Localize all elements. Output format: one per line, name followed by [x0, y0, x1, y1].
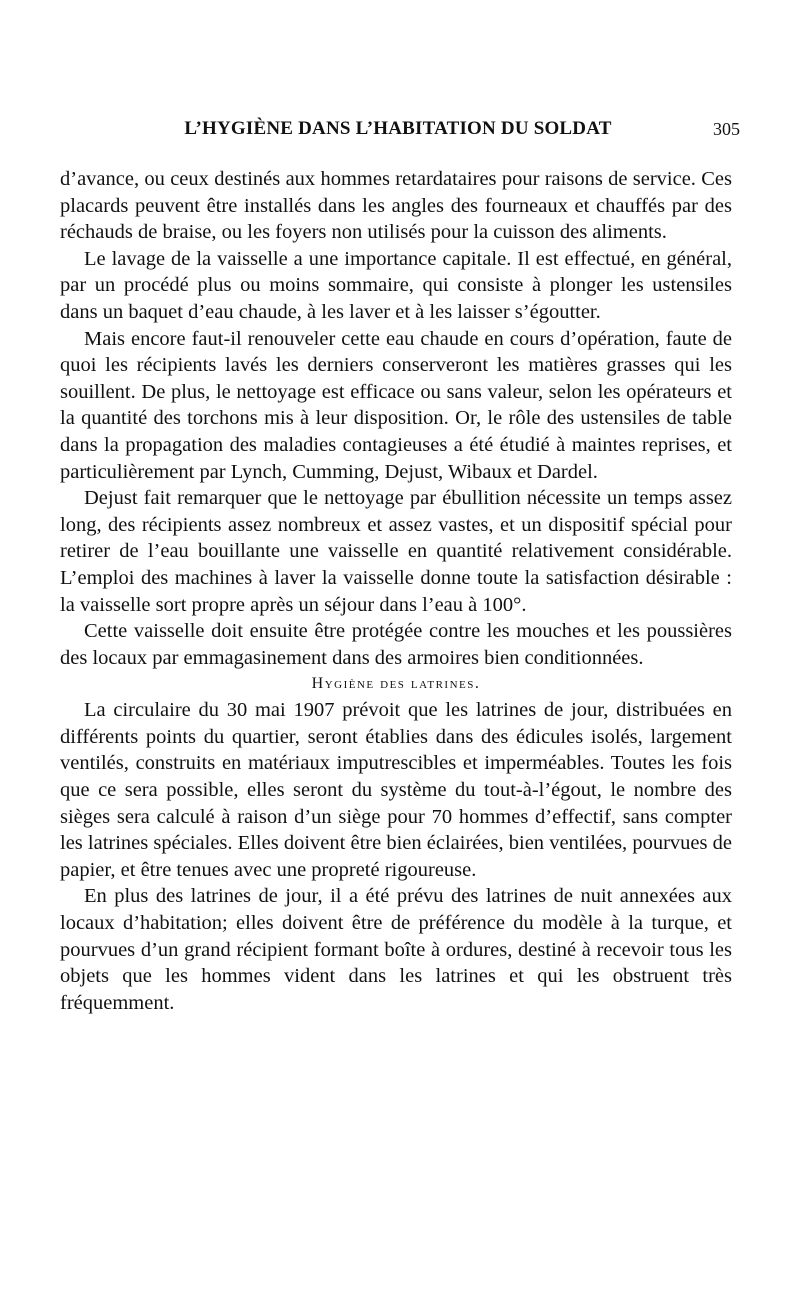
paragraph: En plus des latrines de jour, il a été prévu des latrines de nuit annexées aux locaux d’habitation; elles doivent être de préférence du modèle à la turque, et pourvues d’un grand récipient formant boîte à ordures, destiné à recevoir tous les objets que les hommes vident dans les latrines et qui les obstruent très fréquemment.	[60, 885, 732, 1014]
paragraph: d’avance, ou ceux destinés aux hommes retardataires pour raisons de service. Ces placards peuvent être installés dans les angles des fourneaux et chauffés par des réchauds de braise, ou les foyers non utilisés pour la cuisson des aliments.	[60, 168, 732, 244]
body-text	[60, 166, 732, 1016]
paragraph: Le lavage de la vaisselle a une importance capitale. Il est effectué, en général, par un procédé plus ou moins sommaire, qui consiste à plonger les ustensiles dans un baquet d’eau chaude, à les laver et à les laisser s’égoutter.	[60, 247, 732, 323]
paragraph: Cette vaisselle doit ensuite être protégée contre les mouches et les poussières des locaux par emmagasinement dans des armoires bien conditionnées.	[60, 620, 732, 669]
running-title: L’HYGIÈNE DANS L’HABITATION DU SOLDAT	[184, 118, 612, 139]
paragraph: Mais encore faut-il renouveler cette eau chaude en cours d’opération, faute de quoi les récipients lavés les derniers conserveront les matières grasses qui les souillent. De plus, le nettoyage est efficace ou sans valeur, selon les opérateurs et la quantité des torchons mis à leur disposition. Or, le rôle des ustensiles de table dans la propagation des maladies contagieuses a été étudié à maintes reprises, et particulièrement par Lynch, Cumming, Dejust, Wibaux et Dardel.	[60, 327, 732, 483]
paragraph: La circulaire du 30 mai 1907 prévoit que les latrines de jour, distribuées en différents points du quartier, seront établies dans des édicules isolés, largement ventilés, construits en matériaux imputrescibles et imperméables. Toutes les fois que ce sera possible, elles seront du système du tout-à-l’égout, le nombre des sièges sera calculé à raison d’un siège pour 70 hommes d’effectif, sans compter les latrines spéciales. Elles doivent être bien éclairées, bien ventilées, pourvues de papier, et être tenues avec une propreté rigoureuse.	[60, 699, 732, 881]
page-number: 305	[713, 119, 740, 139]
section-heading: Hygiène des latrines.	[311, 675, 481, 693]
running-head	[60, 118, 740, 148]
paragraph: Dejust fait remarquer que le nettoyage par ébullition nécessite un temps assez long, des récipients assez nombreux et assez vastes, et un dispositif spécial pour retirer de l’eau bouillante une vaisselle en quantité relativement considérable. L’emploi des machines à laver la vaisselle donne toute la satisfaction désirable : la vaisselle sort propre après un séjour dans l’eau à 100°.	[60, 487, 732, 616]
